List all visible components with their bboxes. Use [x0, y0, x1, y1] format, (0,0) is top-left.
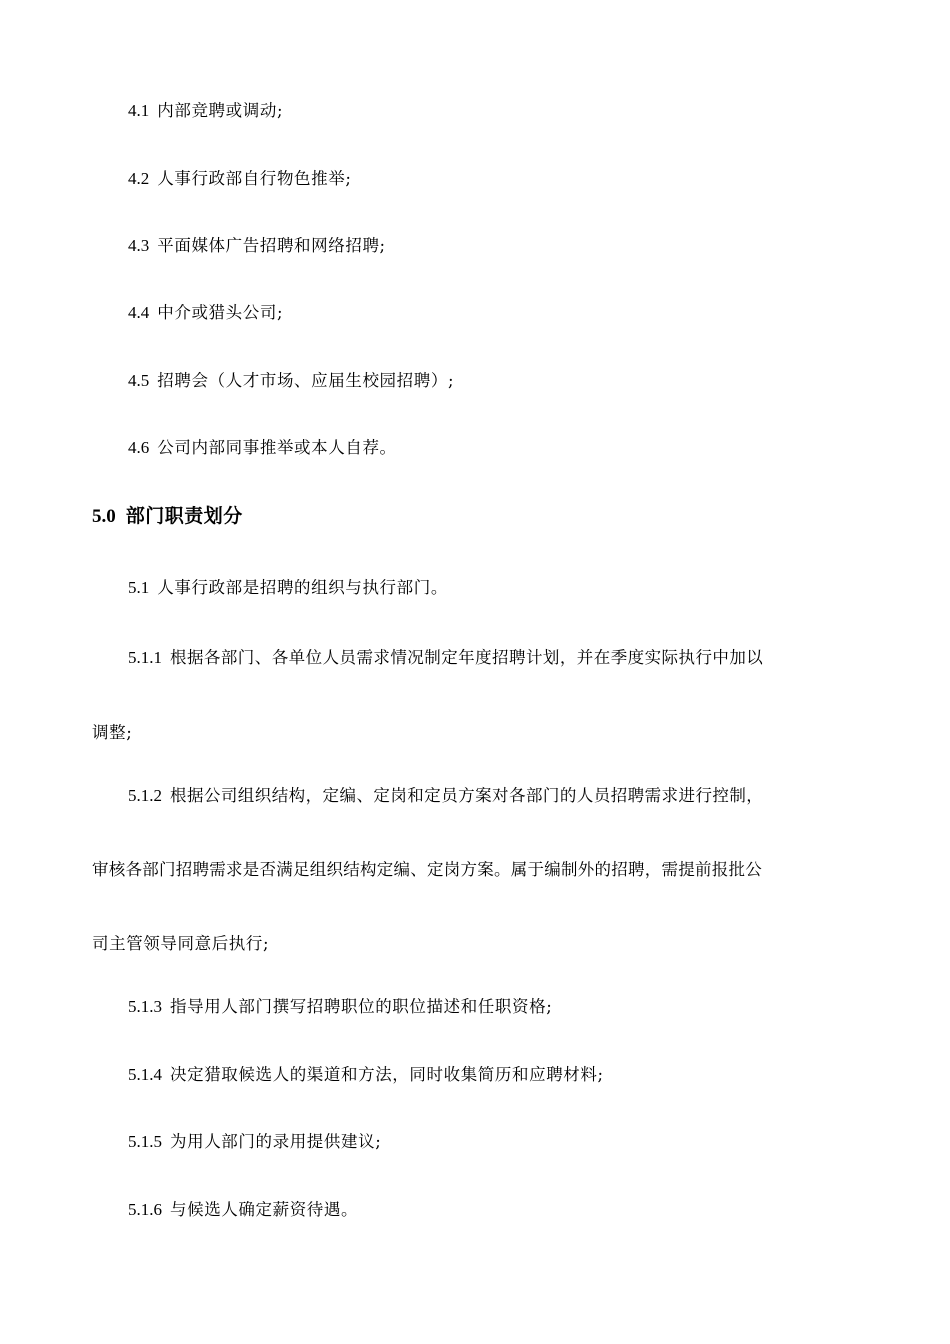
list-item-5-1-2-continued	[92, 857, 862, 883]
item-text: 公司内部同事推举或本人自荐。	[157, 438, 397, 457]
item-number: 4.1	[128, 101, 150, 120]
item-number: 4.5	[128, 371, 150, 390]
item-text-line2: 审核各部门招聘需求是否满足组织结构定编、定岗方案。属于编制外的招聘，需提前报批公	[92, 860, 762, 879]
list-item-4-1	[128, 98, 898, 124]
item-number: 4.3	[128, 236, 150, 255]
list-item-5-1-4	[128, 1062, 898, 1088]
list-item-4-6	[128, 435, 898, 461]
list-item-5-1-2	[128, 783, 898, 809]
item-text: 人事行政部自行物色推举;	[157, 169, 352, 188]
list-item-5-1-5	[128, 1129, 898, 1155]
item-text: 指导用人部门撰写招聘职位的职位描述和任职资格;	[170, 997, 553, 1016]
item-text-line2: 调整;	[92, 723, 133, 742]
item-number: 5.1.2	[128, 786, 162, 805]
list-item-5-1-2-continued-2	[92, 931, 862, 957]
list-item-4-5	[128, 368, 898, 394]
item-text: 平面媒体广告招聘和网络招聘;	[157, 236, 386, 255]
list-item-5-1-3	[128, 994, 898, 1020]
list-item-4-2	[128, 166, 898, 192]
heading-text: 部门职责划分	[125, 505, 243, 527]
item-text: 与候选人确定薪资待遇。	[170, 1200, 359, 1219]
item-number: 5.1.4	[128, 1065, 162, 1084]
section-heading-5	[92, 503, 862, 530]
list-item-5-1-6	[128, 1197, 898, 1223]
list-item-5-1	[128, 575, 898, 601]
list-item-5-1-1-continued	[92, 720, 862, 746]
list-item-5-1-1	[128, 645, 898, 671]
heading-number: 5.0	[92, 506, 116, 527]
item-text-line3: 司主管领导同意后执行;	[92, 934, 270, 953]
list-item-4-3	[128, 233, 898, 259]
item-number: 5.1	[128, 578, 150, 597]
item-number: 5.1.6	[128, 1200, 162, 1219]
item-text: 人事行政部是招聘的组织与执行部门。	[157, 578, 448, 597]
item-text-line1: 根据各部门、各单位人员需求情况制定年度招聘计划，并在季度实际执行中加以	[170, 648, 764, 667]
item-number: 4.4	[128, 303, 150, 322]
item-number: 4.2	[128, 169, 150, 188]
item-text: 为用人部门的录用提供建议;	[170, 1132, 382, 1151]
list-item-4-4	[128, 300, 898, 326]
item-text: 中介或猎头公司;	[157, 303, 284, 322]
item-number: 4.6	[128, 438, 150, 457]
item-number: 5.1.3	[128, 997, 162, 1016]
item-number: 5.1.1	[128, 648, 162, 667]
item-text: 决定猎取候选人的渠道和方法，同时收集简历和应聘材料;	[170, 1065, 604, 1084]
item-text-line1: 根据公司组织结构，定编、定岗和定员方案对各部门的人员招聘需求进行控制，	[170, 786, 764, 805]
item-text: 内部竞聘或调动;	[157, 101, 284, 120]
item-number: 5.1.5	[128, 1132, 162, 1151]
item-text: 招聘会（人才市场、应届生校园招聘）;	[157, 371, 455, 390]
